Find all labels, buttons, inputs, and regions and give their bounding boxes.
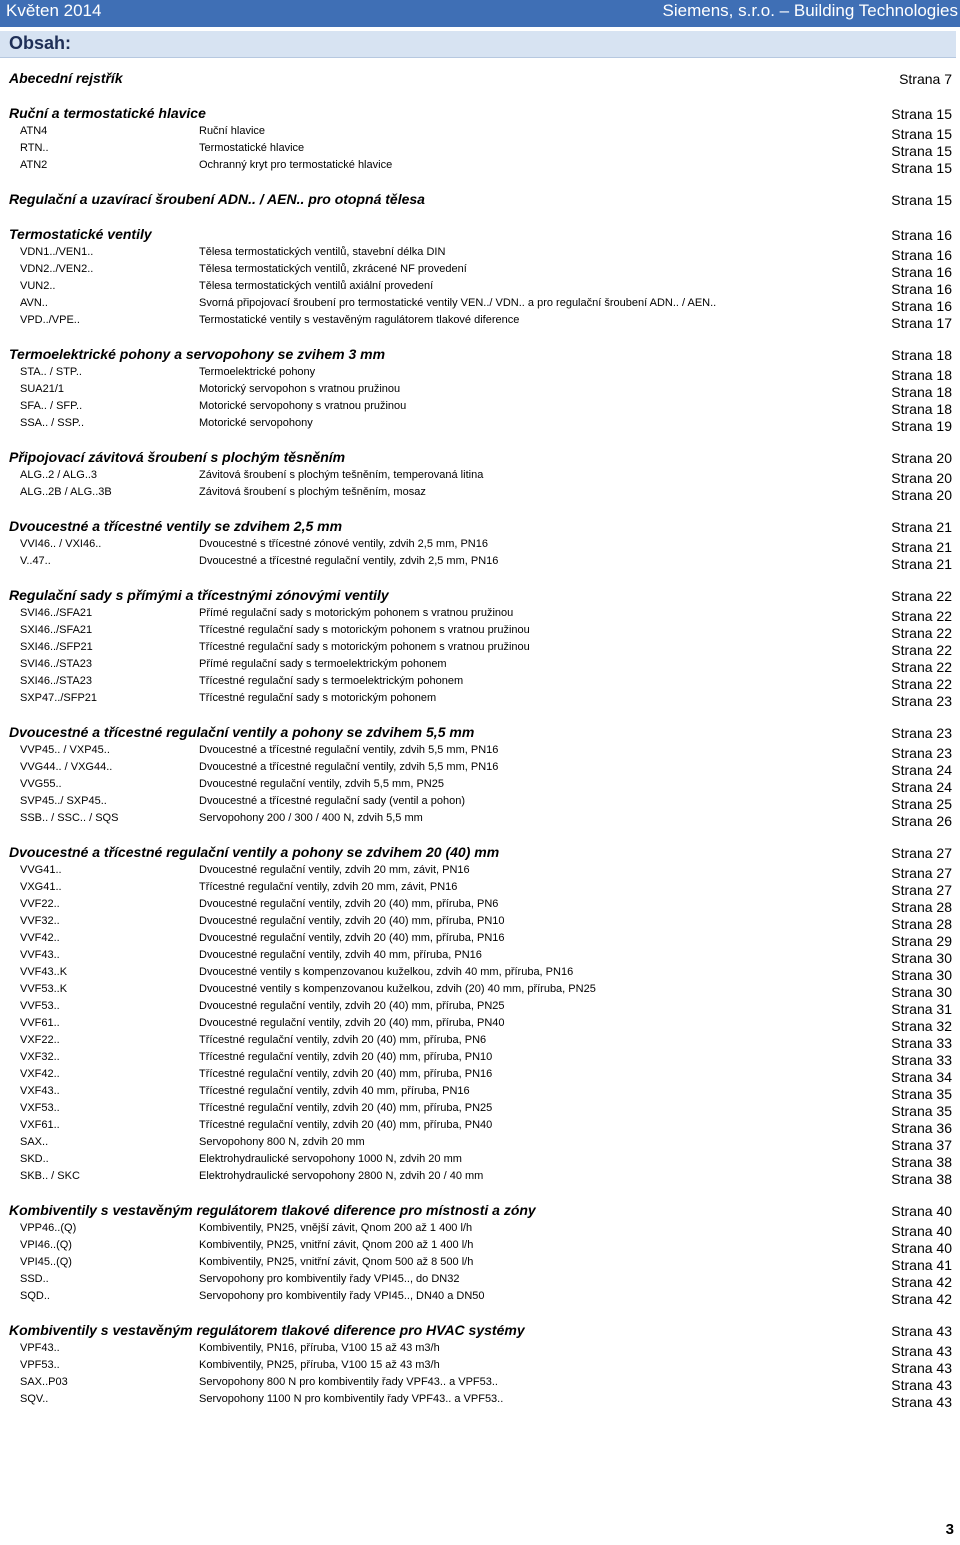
toc-entry bbox=[0, 1034, 960, 1051]
entry-code: V..47.. bbox=[20, 555, 51, 567]
toc-entry bbox=[0, 675, 960, 692]
toc-entry bbox=[0, 658, 960, 675]
entry-description: Elektrohydraulické servopohony 1000 N, zdvih 20 mm bbox=[199, 1153, 462, 1165]
section-spacer bbox=[0, 434, 960, 449]
entry-page: Strana 36 bbox=[891, 1120, 952, 1136]
entry-page: Strana 30 bbox=[891, 967, 952, 983]
entry-description: Servopohony pro kombiventily řady VPI45.., do DN32 bbox=[199, 1273, 460, 1285]
entry-page: Strana 22 bbox=[891, 608, 952, 624]
toc-entry bbox=[0, 383, 960, 400]
toc-entry bbox=[0, 1119, 960, 1136]
entry-description: Třícestné regulační ventily, zdvih 20 (40) mm, příruba, PN6 bbox=[199, 1034, 487, 1046]
toc-entry bbox=[0, 400, 960, 417]
toc-entry bbox=[0, 538, 960, 555]
section-page: Strana 18 bbox=[891, 347, 952, 363]
entry-page: Strana 34 bbox=[891, 1069, 952, 1085]
entry-code: VVF53..K bbox=[20, 983, 68, 995]
entry-page: Strana 21 bbox=[891, 539, 952, 555]
entry-code: VVG41.. bbox=[20, 864, 62, 876]
entry-page: Strana 33 bbox=[891, 1052, 952, 1068]
entry-page: Strana 43 bbox=[891, 1377, 952, 1393]
toc-entry bbox=[0, 949, 960, 966]
entry-code: SKD.. bbox=[20, 1153, 49, 1165]
entry-description: Dvoucestné ventily s kompenzovanou kuželkou, zdvih 40 mm, příruba, PN16 bbox=[199, 966, 574, 978]
entry-page: Strana 40 bbox=[891, 1240, 952, 1256]
entry-code: VPI45..(Q) bbox=[20, 1256, 72, 1268]
toc-entry bbox=[0, 246, 960, 263]
entry-description: Dvoucestné a třícestné regulační ventily, zdvih 2,5 mm, PN16 bbox=[199, 555, 499, 567]
entry-code: VVG44.. / VXG44.. bbox=[20, 761, 113, 773]
entry-description: Termoelektrické pohony bbox=[199, 366, 316, 378]
entry-description: Třícestné regulační sady s termoelektrickým pohonem bbox=[199, 675, 464, 687]
toc-entry bbox=[0, 641, 960, 658]
entry-description: Přímé regulační sady s termoelektrickým pohonem bbox=[199, 658, 447, 670]
entry-description: Motorické servopohony bbox=[199, 417, 313, 429]
toc-entry bbox=[0, 1376, 960, 1393]
entry-code: ATN2 bbox=[20, 159, 48, 171]
toc-entry bbox=[0, 263, 960, 280]
section-page: Strana 15 bbox=[891, 106, 952, 122]
entry-page: Strana 24 bbox=[891, 762, 952, 778]
entry-description: Třícestné regulační ventily, zdvih 20 (40) mm, příruba, PN25 bbox=[199, 1102, 493, 1114]
entry-code: VVF42.. bbox=[20, 932, 60, 944]
section-spacer bbox=[0, 572, 960, 587]
section-title: Regulační a uzavírací šroubení ADN.. / AEN.. pro otopná tělesa bbox=[9, 191, 425, 207]
section-title: Termoelektrické pohony a servopohony se zvihem 3 mm bbox=[9, 346, 386, 362]
entry-description: Dvoucestné a třícestné regulační sady (ventil a pohon) bbox=[199, 795, 465, 807]
entry-page: Strana 27 bbox=[891, 882, 952, 898]
entry-page: Strana 15 bbox=[891, 160, 952, 176]
section-page: Strana 7 bbox=[899, 71, 952, 87]
entry-description: Dvoucestné regulační ventily, zdvih 20 (40) mm, příruba, PN10 bbox=[199, 915, 505, 927]
section-spacer bbox=[0, 90, 960, 105]
entry-code: VDN2../VEN2.. bbox=[20, 263, 94, 275]
toc-entry bbox=[0, 280, 960, 297]
section-title: Kombiventily s vestavěným regulátorem tlakové diference pro HVAC systémy bbox=[9, 1322, 525, 1338]
entry-description: Třícestné regulační sady s motorickým pohonem s vratnou pružinou bbox=[199, 641, 530, 653]
entry-description: Dvoucestné regulační ventily, zdvih 20 (40) mm, příruba, PN40 bbox=[199, 1017, 505, 1029]
contents-title: Obsah: bbox=[9, 33, 72, 53]
section-page: Strana 23 bbox=[891, 725, 952, 741]
toc-entry bbox=[0, 1170, 960, 1187]
toc-entry bbox=[0, 1273, 960, 1290]
toc-entry bbox=[0, 898, 960, 915]
section-spacer bbox=[0, 176, 960, 191]
entry-page: Strana 38 bbox=[891, 1154, 952, 1170]
entry-page: Strana 31 bbox=[891, 1001, 952, 1017]
section-spacer bbox=[0, 709, 960, 724]
entry-code: VDN1../VEN1.. bbox=[20, 246, 94, 258]
section-page: Strana 27 bbox=[891, 845, 952, 861]
entry-code: VPD../VPE.. bbox=[20, 314, 80, 326]
toc-entry bbox=[0, 1256, 960, 1273]
section-page: Strana 21 bbox=[891, 519, 952, 535]
entry-description: Třícestné regulační ventily, zdvih 20 (40) mm, příruba, PN40 bbox=[199, 1119, 493, 1131]
entry-code: VVF61.. bbox=[20, 1017, 60, 1029]
entry-page: Strana 27 bbox=[891, 865, 952, 881]
entry-description: Třícestné regulační sady s motorickým pohonem bbox=[199, 692, 437, 704]
section-title: Termostatické ventily bbox=[9, 226, 152, 242]
toc-entry bbox=[0, 1239, 960, 1256]
entry-code: VXF61.. bbox=[20, 1119, 60, 1131]
entry-description: Třícestné regulační ventily, zdvih 20 mm, závit, PN16 bbox=[199, 881, 458, 893]
section-title: Dvoucestné a třícestné ventily se zdvihem 2,5 mm bbox=[9, 518, 343, 534]
toc-entry bbox=[0, 915, 960, 932]
section-spacer bbox=[0, 1307, 960, 1322]
entry-description: Motorický servopohon s vratnou pružinou bbox=[199, 383, 401, 395]
toc-entry bbox=[0, 1153, 960, 1170]
entry-description: Dvoucestné s třícestné zónové ventily, zdvih 2,5 mm, PN16 bbox=[199, 538, 488, 550]
toc-entry bbox=[0, 297, 960, 314]
entry-description: Dvoucestné a třícestné regulační ventily, zdvih 5,5 mm, PN16 bbox=[199, 761, 499, 773]
toc-entry bbox=[0, 607, 960, 624]
entry-page: Strana 28 bbox=[891, 916, 952, 932]
entry-page: Strana 18 bbox=[891, 367, 952, 383]
entry-code: SFA.. / SFP.. bbox=[20, 400, 83, 412]
entry-page: Strana 20 bbox=[891, 487, 952, 503]
toc-section-heading bbox=[0, 105, 960, 125]
entry-description: Závitová šroubení s plochým tešněním, mosaz bbox=[199, 486, 426, 498]
toc-entry bbox=[0, 125, 960, 142]
entry-description: Dvoucestné ventily s kompenzovanou kuželkou, zdvih (20) 40 mm, příruba, PN25 bbox=[199, 983, 596, 995]
toc-entry bbox=[0, 761, 960, 778]
toc-entry bbox=[0, 417, 960, 434]
section-page: Strana 40 bbox=[891, 1203, 952, 1219]
entry-description: Dvoucestné regulační ventily, zdvih 40 mm, příruba, PN16 bbox=[199, 949, 482, 961]
entry-page: Strana 24 bbox=[891, 779, 952, 795]
entry-description: Servopohony pro kombiventily řady VPI45.., DN40 a DN50 bbox=[199, 1290, 485, 1302]
entry-page: Strana 30 bbox=[891, 950, 952, 966]
section-page: Strana 15 bbox=[891, 192, 952, 208]
contents-heading-bar bbox=[0, 31, 956, 58]
entry-page: Strana 43 bbox=[891, 1343, 952, 1359]
entry-code: VXF42.. bbox=[20, 1068, 60, 1080]
entry-code: SKB.. / SKC bbox=[20, 1170, 80, 1182]
entry-page: Strana 17 bbox=[891, 315, 952, 331]
toc-entry bbox=[0, 692, 960, 709]
entry-page: Strana 22 bbox=[891, 676, 952, 692]
entry-code: SUA21/1 bbox=[20, 383, 65, 395]
entry-code: SAX..P03 bbox=[20, 1376, 68, 1388]
entry-description: Servopohony 800 N pro kombiventily řady VPF43.. a VPF53.. bbox=[199, 1376, 498, 1388]
entry-code: SXI46../STA23 bbox=[20, 675, 92, 687]
entry-description: Tělesa termostatických ventilů, zkrácené NF provedení bbox=[199, 263, 467, 275]
entry-description: Termostatické hlavice bbox=[199, 142, 305, 154]
section-page: Strana 16 bbox=[891, 227, 952, 243]
entry-page: Strana 22 bbox=[891, 625, 952, 641]
entry-description: Kombiventily, PN25, vnější závit, Qnom 200 až 1 400 l/h bbox=[199, 1222, 473, 1234]
section-title: Dvoucestné a třícestné regulační ventily a pohony se zdvihem 5,5 mm bbox=[9, 724, 475, 740]
toc-entry bbox=[0, 778, 960, 795]
entry-page: Strana 22 bbox=[891, 659, 952, 675]
entry-description: Ruční hlavice bbox=[199, 125, 266, 137]
toc-entry bbox=[0, 1085, 960, 1102]
entry-page: Strana 15 bbox=[891, 126, 952, 142]
toc-section-heading bbox=[0, 449, 960, 469]
entry-code: VXF43.. bbox=[20, 1085, 60, 1097]
entry-code: VVI46.. / VXI46.. bbox=[20, 538, 102, 550]
toc-entry bbox=[0, 1359, 960, 1376]
toc-entry bbox=[0, 983, 960, 1000]
toc-entry bbox=[0, 1393, 960, 1410]
entry-description: Třícestné regulační ventily, zdvih 40 mm, příruba, PN16 bbox=[199, 1085, 470, 1097]
entry-page: Strana 23 bbox=[891, 693, 952, 709]
entry-page: Strana 42 bbox=[891, 1274, 952, 1290]
toc-section-heading bbox=[0, 518, 960, 538]
toc-section-heading bbox=[0, 70, 960, 90]
toc-entry bbox=[0, 1342, 960, 1359]
toc-entry bbox=[0, 966, 960, 983]
entry-page: Strana 19 bbox=[891, 418, 952, 434]
entry-page: Strana 40 bbox=[891, 1223, 952, 1239]
entry-code: VVF32.. bbox=[20, 915, 60, 927]
toc-entry bbox=[0, 486, 960, 503]
entry-description: Dvoucestné regulační ventily, zdvih 20 (40) mm, příruba, PN25 bbox=[199, 1000, 505, 1012]
entry-code: SSB.. / SSC.. / SQS bbox=[20, 812, 119, 824]
entry-description: Elektrohydraulické servopohony 2800 N, zdvih 20 / 40 mm bbox=[199, 1170, 484, 1182]
entry-page: Strana 38 bbox=[891, 1171, 952, 1187]
section-spacer bbox=[0, 829, 960, 844]
entry-description: Tělesa termostatických ventilů, stavební délka DIN bbox=[199, 246, 446, 258]
entry-code: SAX.. bbox=[20, 1136, 49, 1148]
entry-description: Servopohony 800 N, zdvih 20 mm bbox=[199, 1136, 365, 1148]
toc-entry bbox=[0, 142, 960, 159]
entry-description: Tělesa termostatických ventilů axiální provedení bbox=[199, 280, 434, 292]
entry-page: Strana 16 bbox=[891, 298, 952, 314]
entry-code: SSA.. / SSP.. bbox=[20, 417, 84, 429]
toc-entry bbox=[0, 1017, 960, 1034]
section-spacer bbox=[0, 1187, 960, 1202]
toc-entry bbox=[0, 366, 960, 383]
toc-section-heading bbox=[0, 346, 960, 366]
toc-entry bbox=[0, 795, 960, 812]
entry-page: Strana 30 bbox=[891, 984, 952, 1000]
entry-description: Ochranný kryt pro termostatické hlavice bbox=[199, 159, 393, 171]
entry-description: Kombiventily, PN25, vnitřní závit, Qnom 500 až 8 500 l/h bbox=[199, 1256, 474, 1268]
entry-description: Třícestné regulační ventily, zdvih 20 (40) mm, příruba, PN16 bbox=[199, 1068, 493, 1080]
toc-section-heading bbox=[0, 1322, 960, 1342]
entry-code: VPF53.. bbox=[20, 1359, 60, 1371]
entry-description: Dvoucestné regulační ventily, zdvih 5,5 mm, PN25 bbox=[199, 778, 444, 790]
toc-section-heading bbox=[0, 1202, 960, 1222]
section-spacer bbox=[0, 503, 960, 518]
entry-code: VUN2.. bbox=[20, 280, 56, 292]
entry-page: Strana 16 bbox=[891, 264, 952, 280]
toc-entry bbox=[0, 812, 960, 829]
entry-code: SVP45../ SXP45.. bbox=[20, 795, 107, 807]
entry-description: Třícestné regulační ventily, zdvih 20 (40) mm, příruba, PN10 bbox=[199, 1051, 493, 1063]
toc-section-heading bbox=[0, 724, 960, 744]
entry-description: Svorná připojovací šroubení pro termostatické ventily VEN../ VDN.. a pro regulační šroubení ADN.. / AEN.. bbox=[199, 297, 717, 309]
entry-page: Strana 16 bbox=[891, 247, 952, 263]
toc-entry bbox=[0, 555, 960, 572]
entry-page: Strana 43 bbox=[891, 1394, 952, 1410]
entry-page: Strana 25 bbox=[891, 796, 952, 812]
entry-code: VPI46..(Q) bbox=[20, 1239, 72, 1251]
table-of-contents bbox=[0, 70, 960, 1410]
entry-code: VVF53.. bbox=[20, 1000, 60, 1012]
entry-page: Strana 23 bbox=[891, 745, 952, 761]
entry-code: SXP47../SFP21 bbox=[20, 692, 98, 704]
toc-entry bbox=[0, 624, 960, 641]
entry-page: Strana 42 bbox=[891, 1291, 952, 1307]
entry-page: Strana 22 bbox=[891, 642, 952, 658]
entry-code: SXI46../SFA21 bbox=[20, 624, 93, 636]
toc-entry bbox=[0, 881, 960, 898]
entry-code: ALG..2 / ALG..3 bbox=[20, 469, 98, 481]
entry-description: Servopohony 1100 N pro kombiventily řady VPF43.. a VPF53.. bbox=[199, 1393, 504, 1405]
entry-description: Kombiventily, PN25, příruba, V100 15 až 43 m3/h bbox=[199, 1359, 440, 1371]
toc-entry bbox=[0, 314, 960, 331]
entry-page: Strana 41 bbox=[891, 1257, 952, 1273]
toc-entry bbox=[0, 1051, 960, 1068]
section-page: Strana 22 bbox=[891, 588, 952, 604]
entry-code: SVI46../STA23 bbox=[20, 658, 92, 670]
entry-page: Strana 15 bbox=[891, 143, 952, 159]
section-title: Dvoucestné a třícestné regulační ventily a pohony se zdvihem 20 (40) mm bbox=[9, 844, 500, 860]
toc-entry bbox=[0, 159, 960, 176]
toc-entry bbox=[0, 1068, 960, 1085]
entry-page: Strana 26 bbox=[891, 813, 952, 829]
entry-code: STA.. / STP.. bbox=[20, 366, 82, 378]
toc-entry bbox=[0, 1290, 960, 1307]
entry-description: Kombiventily, PN25, vnitřní závit, Qnom 200 až 1 400 l/h bbox=[199, 1239, 474, 1251]
entry-code: VVF22.. bbox=[20, 898, 60, 910]
entry-code: SSD.. bbox=[20, 1273, 49, 1285]
entry-description: Přímé regulační sady s motorickým pohonem s vratnou pružinou bbox=[199, 607, 514, 619]
entry-code: SXI46../SFP21 bbox=[20, 641, 93, 653]
entry-page: Strana 37 bbox=[891, 1137, 952, 1153]
entry-description: Dvoucestné a třícestné regulační ventily, zdvih 5,5 mm, PN16 bbox=[199, 744, 499, 756]
section-page: Strana 43 bbox=[891, 1323, 952, 1339]
toc-section-heading bbox=[0, 587, 960, 607]
toc-section-heading bbox=[0, 191, 960, 211]
entry-description: Dvoucestné regulační ventily, zdvih 20 (40) mm, příruba, PN16 bbox=[199, 932, 505, 944]
entry-code: VVF43..K bbox=[20, 966, 68, 978]
entry-code: VVF43.. bbox=[20, 949, 60, 961]
toc-section-heading bbox=[0, 226, 960, 246]
toc-entry bbox=[0, 469, 960, 486]
section-spacer bbox=[0, 331, 960, 346]
entry-description: Dvoucestné regulační ventily, zdvih 20 mm, závit, PN16 bbox=[199, 864, 470, 876]
entry-code: AVN.. bbox=[20, 297, 48, 309]
section-title: Připojovací závitová šroubení s plochým těsněním bbox=[9, 449, 346, 465]
entry-code: SQV.. bbox=[20, 1393, 49, 1405]
entry-code: SQD.. bbox=[20, 1290, 50, 1302]
entry-page: Strana 20 bbox=[891, 470, 952, 486]
section-title: Regulační sady s přímými a třícestnými zónovými ventily bbox=[9, 587, 389, 603]
entry-page: Strana 32 bbox=[891, 1018, 952, 1034]
entry-description: Třícestné regulační sady s motorickým pohonem s vratnou pružinou bbox=[199, 624, 530, 636]
entry-code: VVP45.. / VXP45.. bbox=[20, 744, 110, 756]
entry-page: Strana 18 bbox=[891, 401, 952, 417]
header-company: Siemens, s.r.o. – Building Technologies bbox=[662, 1, 958, 20]
entry-page: Strana 35 bbox=[891, 1086, 952, 1102]
entry-code: VXF22.. bbox=[20, 1034, 60, 1046]
entry-page: Strana 18 bbox=[891, 384, 952, 400]
entry-page: Strana 16 bbox=[891, 281, 952, 297]
toc-entry bbox=[0, 932, 960, 949]
toc-entry bbox=[0, 1222, 960, 1239]
entry-page: Strana 28 bbox=[891, 899, 952, 915]
toc-entry bbox=[0, 1000, 960, 1017]
toc-entry bbox=[0, 1136, 960, 1153]
entry-code: VPP46..(Q) bbox=[20, 1222, 77, 1234]
page-number: 3 bbox=[945, 1521, 954, 1538]
section-title: Abecední rejstřík bbox=[9, 70, 123, 86]
entry-code: VVG55.. bbox=[20, 778, 62, 790]
entry-code: VPF43.. bbox=[20, 1342, 60, 1354]
toc-entry bbox=[0, 864, 960, 881]
entry-description: Kombiventily, PN16, příruba, V100 15 až 43 m3/h bbox=[199, 1342, 440, 1354]
entry-description: Termostatické ventily s vestavěným ragulátorem tlakové diference bbox=[199, 314, 520, 326]
section-title: Kombiventily s vestavěným regulátorem tlakové diference pro místnosti a zóny bbox=[9, 1202, 536, 1218]
entry-description: Servopohony 200 / 300 / 400 N, zdvih 5,5 mm bbox=[199, 812, 423, 824]
entry-code: SVI46../SFA21 bbox=[20, 607, 93, 619]
entry-page: Strana 33 bbox=[891, 1035, 952, 1051]
entry-code: ALG..2B / ALG..3B bbox=[20, 486, 112, 498]
toc-entry bbox=[0, 1102, 960, 1119]
entry-page: Strana 35 bbox=[891, 1103, 952, 1119]
toc-entry bbox=[0, 744, 960, 761]
entry-description: Dvoucestné regulační ventily, zdvih 20 (40) mm, příruba, PN6 bbox=[199, 898, 499, 910]
header-date: Květen 2014 bbox=[6, 1, 102, 20]
entry-code: VXF53.. bbox=[20, 1102, 60, 1114]
section-spacer bbox=[0, 211, 960, 226]
page-header bbox=[0, 0, 960, 27]
entry-code: VXG41.. bbox=[20, 881, 62, 893]
section-page: Strana 20 bbox=[891, 450, 952, 466]
entry-page: Strana 29 bbox=[891, 933, 952, 949]
entry-description: Závitová šroubení s plochým tešněním, temperovaná litina bbox=[199, 469, 484, 481]
entry-description: Motorické servopohony s vratnou pružinou bbox=[199, 400, 407, 412]
section-title: Ruční a termostatické hlavice bbox=[9, 105, 206, 121]
entry-code: RTN.. bbox=[20, 142, 49, 154]
entry-code: ATN4 bbox=[20, 125, 48, 137]
entry-code: VXF32.. bbox=[20, 1051, 60, 1063]
entry-page: Strana 43 bbox=[891, 1360, 952, 1376]
toc-section-heading bbox=[0, 844, 960, 864]
entry-page: Strana 21 bbox=[891, 556, 952, 572]
